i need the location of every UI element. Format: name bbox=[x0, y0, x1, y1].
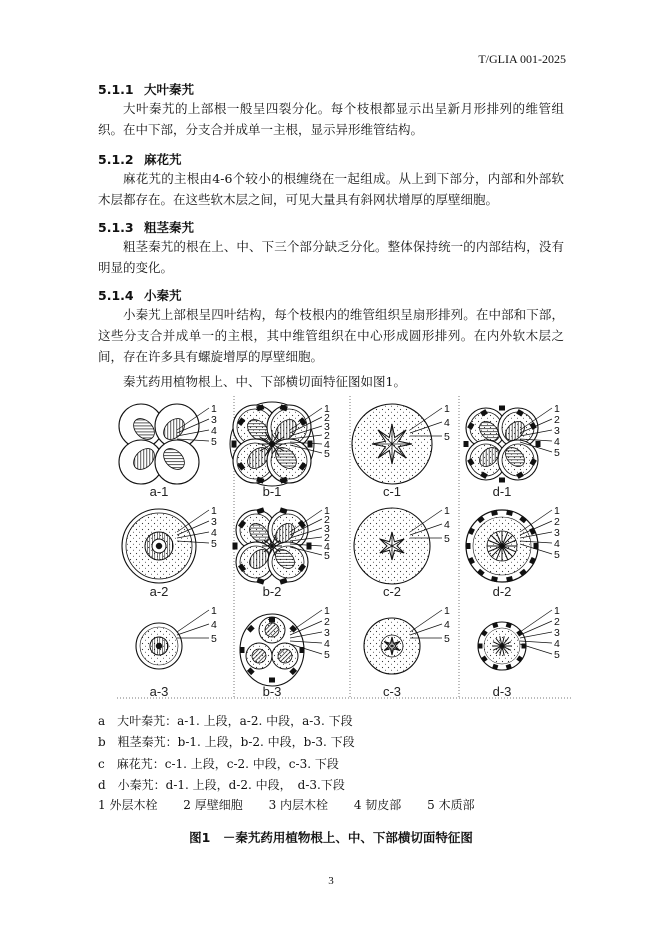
callout-label: 4 bbox=[211, 425, 217, 437]
standard-id: T/GLIA 001-2025 bbox=[478, 52, 566, 66]
legend-item: 3 内层木栓 bbox=[268, 798, 329, 812]
callout-label: 4 bbox=[444, 519, 450, 531]
panel-b-3 bbox=[240, 605, 331, 699]
panel-d-1 bbox=[464, 403, 561, 499]
callout-label: 5 bbox=[554, 447, 560, 459]
callout-label: 2 bbox=[554, 414, 560, 426]
callout-label: 3 bbox=[554, 627, 560, 639]
callout-label: 1 bbox=[444, 605, 450, 617]
callout-label: 4 bbox=[554, 638, 560, 650]
callout-label: 1 bbox=[211, 403, 217, 415]
callout-label: 3 bbox=[554, 425, 560, 437]
callout-label: 4 bbox=[211, 619, 217, 631]
panel-id: b-3 bbox=[262, 684, 282, 699]
caption-c: c 麻花艽：c-1. 上段，c-2. 中段，c-3. 下段 bbox=[98, 757, 339, 771]
caption-b: b 粗茎秦艽：b-1. 上段，b-2. 中段，b-3. 下段 bbox=[98, 735, 355, 749]
panel-id: c-1 bbox=[382, 484, 402, 499]
callout-label: 1 bbox=[211, 605, 217, 617]
section-heading-5-1-2: 5.1.2 麻花艽 bbox=[98, 152, 182, 167]
callout-label: 4 bbox=[211, 527, 217, 539]
callout-label: 1 bbox=[554, 505, 560, 517]
panel-id: b-2 bbox=[262, 584, 282, 599]
panel-id: a-2 bbox=[149, 584, 169, 599]
section-heading-5-1-3: 5.1.3 粗茎秦艽 bbox=[98, 220, 195, 235]
caption-a: a 大叶秦艽：a-1. 上段，a-2. 中段，a-3. 下段 bbox=[98, 714, 353, 728]
callout-label: 5 bbox=[211, 633, 217, 645]
cross-section-figure bbox=[117, 396, 571, 706]
callout-label: 5 bbox=[324, 550, 330, 562]
legend bbox=[98, 796, 568, 813]
figure-intro: 秦艽药用植物根上、中、下部横切面特征图如图1。 bbox=[123, 374, 406, 389]
callout-label: 2 bbox=[324, 412, 330, 424]
callout-label: 1 bbox=[444, 403, 450, 415]
callout-label: 5 bbox=[211, 538, 217, 550]
panel-id: d-1 bbox=[492, 484, 512, 499]
callout-label: 3 bbox=[324, 627, 330, 639]
panel-c-3 bbox=[364, 605, 450, 699]
callout-label: 2 bbox=[324, 532, 330, 544]
panel-id: a-3 bbox=[149, 684, 169, 699]
callout-label: 2 bbox=[324, 430, 330, 442]
section-heading-5-1-1: 5.1.1 大叶秦艽 bbox=[98, 82, 195, 97]
panel-b-2 bbox=[233, 505, 331, 599]
legend-item: 5 木质部 bbox=[427, 798, 475, 812]
callout-label: 1 bbox=[324, 505, 330, 517]
section-heading-5-1-4: 5.1.4 小秦艽 bbox=[98, 288, 182, 303]
section-body-5-1-1: 大叶秦艽的上部根一般呈四裂分化。每个枝根都显示出呈新月形排列的维管组织。在中下部，分支合并成单一主根，显示异形维管结构。 bbox=[98, 101, 564, 137]
panel-id: c-2 bbox=[382, 584, 402, 599]
callout-label: 1 bbox=[324, 605, 330, 617]
callout-label: 4 bbox=[324, 439, 330, 451]
callout-label: 5 bbox=[211, 436, 217, 448]
callout-label: 2 bbox=[554, 616, 560, 628]
panel-id: c-3 bbox=[382, 684, 402, 699]
callout-label: 1 bbox=[444, 505, 450, 517]
section-body-5-1-4: 小秦艽上部根呈四叶结构，每个枝根内的维管组织呈扇形排列。在中部和下部，这些分支合并成单一的主根，其中维管组织在中心形成圆形排列。在内外软木层之间，存在许多具有螺旋增厚的厚壁细胞。 bbox=[98, 307, 564, 364]
callout-label: 1 bbox=[324, 403, 330, 415]
callout-label: 1 bbox=[554, 605, 560, 617]
callout-label: 4 bbox=[444, 619, 450, 631]
panel-a-1 bbox=[119, 403, 217, 499]
callout-label: 5 bbox=[554, 549, 560, 561]
callout-label: 4 bbox=[444, 417, 450, 429]
panel-c-2 bbox=[354, 505, 450, 599]
panel-id: a-1 bbox=[149, 484, 169, 499]
legend-item: 2 厚壁细胞 bbox=[183, 798, 243, 812]
panel-d-3 bbox=[478, 605, 561, 699]
callout-label: 5 bbox=[444, 633, 450, 645]
panel-id: b-1 bbox=[262, 484, 282, 499]
callout-label: 3 bbox=[324, 523, 330, 535]
legend-item: 4 韧皮部 bbox=[353, 798, 402, 812]
callout-label: 4 bbox=[324, 541, 330, 553]
callout-label: 3 bbox=[211, 516, 217, 528]
panel-b-1 bbox=[230, 402, 330, 499]
callout-label: 5 bbox=[444, 533, 450, 545]
callout-label: 4 bbox=[324, 638, 330, 650]
panel-a-3 bbox=[136, 605, 217, 699]
caption-d: d 小秦艽：d-1. 上段，d-2. 中段， d-3.下段 bbox=[98, 778, 345, 792]
callout-label: 2 bbox=[324, 514, 330, 526]
panel-id: d-3 bbox=[492, 684, 512, 699]
callout-label: 1 bbox=[211, 505, 217, 517]
callout-label: 2 bbox=[324, 616, 330, 628]
section-body-5-1-2: 麻花艽的主根由4-6个较小的根缠绕在一起组成。从上到下部分，内部和外部软木层都存在。在这些软木层之间，可见大量具有斜网状增厚的厚壁细胞。 bbox=[98, 171, 564, 207]
section-body-5-1-3: 粗茎秦艽的根在上、中、下三个部分缺乏分化。整体保持统一的内部结构，没有明显的变化。 bbox=[98, 239, 564, 275]
panel-d-2 bbox=[466, 505, 561, 599]
callout-label: 5 bbox=[554, 649, 560, 661]
callout-label: 3 bbox=[324, 421, 330, 433]
panel-c-1 bbox=[352, 403, 450, 499]
callout-label: 3 bbox=[554, 527, 560, 539]
page-number: 3 bbox=[328, 875, 334, 887]
callout-label: 4 bbox=[554, 436, 560, 448]
callout-label: 1 bbox=[554, 403, 560, 415]
callout-label: 5 bbox=[324, 649, 330, 661]
panel-a-2 bbox=[122, 505, 217, 599]
callout-label: 4 bbox=[554, 538, 560, 550]
panel-id: d-2 bbox=[492, 584, 512, 599]
callout-label: 2 bbox=[554, 516, 560, 528]
callout-label: 3 bbox=[211, 414, 217, 426]
callout-label: 5 bbox=[324, 448, 330, 460]
callout-label: 5 bbox=[444, 431, 450, 443]
figure-title: 图1 －秦艽药用植物根上、中、下部横切面特征图 bbox=[189, 830, 473, 845]
legend-item: 1 外层木栓 bbox=[98, 798, 158, 812]
